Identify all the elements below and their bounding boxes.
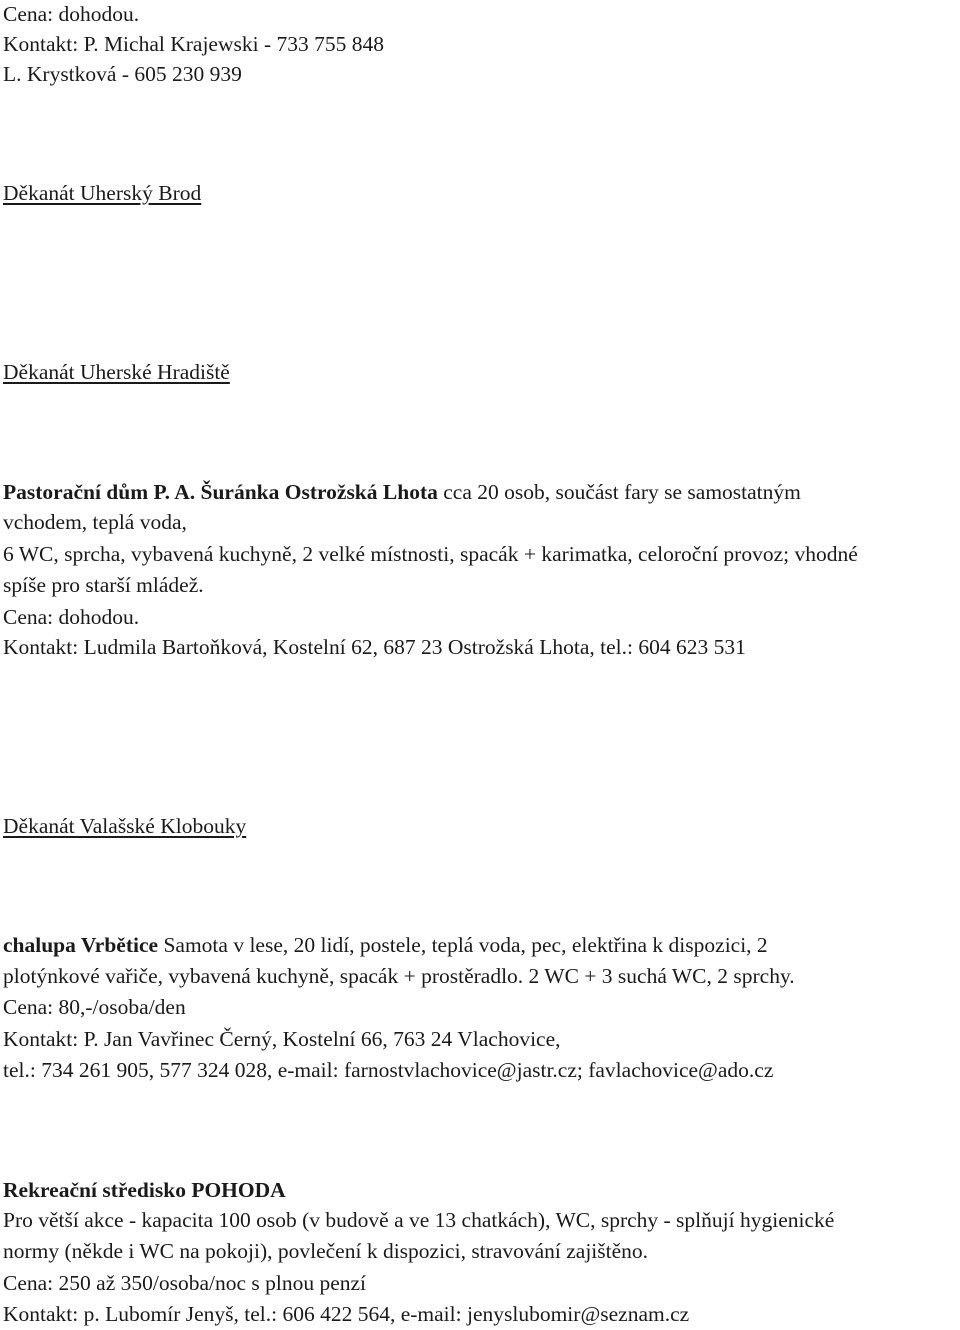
listing-text: Pro větší akce - kapacita 100 osob (v budově a ve 13 chatkách), WC, sprchy - splňují hygienické xyxy=(3,1208,835,1232)
listing-title: Pastorační dům P. A. Šuránka Ostrožská Lhota xyxy=(3,480,438,504)
listing-text: vchodem, teplá voda, xyxy=(3,510,187,534)
listing-text: cca 20 osob, součást fary se samostatným xyxy=(437,480,801,504)
contact-text: Kontakt: P. Jan Vavřinec Černý, Kostelní 66, 763 24 Vlachovice, xyxy=(3,1027,561,1051)
contact-text: Kontakt: Ludmila Bartoňková, Kostelní 62, 687 23 Ostrožská Lhota, tel.: 604 623 531 xyxy=(3,635,746,659)
listing-vrbetice xyxy=(3,930,768,960)
contact-text: Kontakt: P. Michal Krajewski - 733 755 848 xyxy=(3,32,384,56)
deanery-heading-uhersky-brod[interactable]: Děkanát Uherský Brod xyxy=(3,181,202,205)
listing-text: 6 WC, sprcha, vybavená kuchyně, 2 velké místnosti, spacák + karimatka, celoroční provoz; vhodné xyxy=(3,542,858,566)
deanery-heading-uherske-hradiste[interactable]: Děkanát Uherské Hradiště xyxy=(3,360,230,384)
listing-text: spíše pro starší mládež. xyxy=(3,573,204,597)
contact-text: tel.: 734 261 905, 577 324 028, e-mail: farnostvlachovice@jastr.cz; favlachovice@ado.cz xyxy=(3,1058,774,1082)
price-text: Cena: 80,-/osoba/den xyxy=(3,995,186,1019)
listing-text: plotýnkové vařiče, vybavená kuchyně, spacák + prostěradlo. 2 WC + 3 suchá WC, 2 sprchy. xyxy=(3,964,795,988)
listing-text: Samota v lese, 20 lidí, postele, teplá voda, pec, elektřina k dispozici, 2 xyxy=(158,933,768,957)
price-text: Cena: dohodou. xyxy=(3,605,140,629)
price-text: Cena: 250 až 350/osoba/noc s plnou penzí xyxy=(3,1271,367,1295)
deanery-heading-valasske-klobouky[interactable]: Děkanát Valašské Klobouky xyxy=(3,814,247,838)
listing-suranka xyxy=(3,477,801,507)
price-text: Cena: dohodou. xyxy=(3,2,140,26)
contact-text: L. Krystková - 605 230 939 xyxy=(3,62,242,86)
listing-title-pohoda: Rekreační středisko POHODA xyxy=(3,1178,286,1202)
listing-title: chalupa Vrbětice xyxy=(3,933,159,957)
contact-text: Kontakt: p. Lubomír Jenyš, tel.: 606 422 564, e-mail: jenyslubomir@seznam.cz xyxy=(3,1302,690,1326)
listing-text: normy (někde i WC na pokoji), povlečení k dispozici, stravování zajištěno. xyxy=(3,1239,649,1263)
